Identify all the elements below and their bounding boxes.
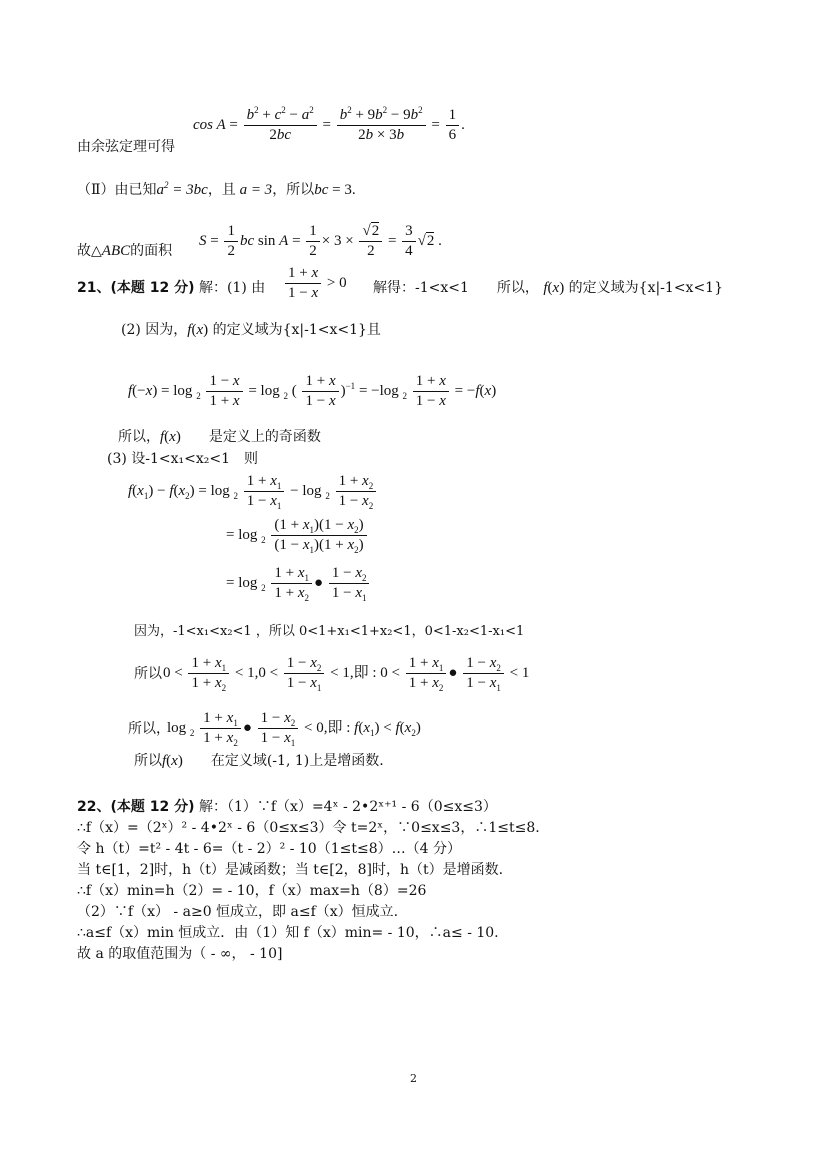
q21-part2-domain: 的定义域为{x|-1<x<1}且 [212,322,381,338]
formula-diff-1: $f(x_1) - f(x_2) = \log _2$ $\frac{1 + x_1}{1 - x_1}$ − log $_2$ $\frac{1 + x_2}{1 - x_2}$ [128,474,378,509]
q21-solve-text: 解得：-1<x<1 所以， [373,280,539,296]
q22-line7 [77,926,499,940]
q21-line1-end: 解得：-1<x<1 所以， f(x) 的定义域为{x|-1<x<1} [373,280,723,296]
q21-because-line [134,625,524,638]
text-area-prefix: 故△ [77,243,102,259]
q21-part2-text: (2) 因为， [121,322,188,338]
q21-so1-line [134,667,162,681]
q21-so2-line [128,722,170,736]
q22-heading: 22、(本题 12 分) [77,799,195,815]
q21-domain-text: 的定义域为{x|-1<x<1} [568,280,723,296]
text-area-suffix: 的面积 [130,243,173,259]
q21-inc-line: 所以f(x) 在定义域(-1, 1)上是增函数. [134,753,384,769]
q22-line6 [77,905,398,919]
q22-line4 [77,863,503,877]
q22-text-2: ∴f（x）=（2ˣ）² - 4•2ˣ - 6（0≤x≤3）令 t=2ˣ，∵0≤x≤3，∴1≤t≤8. [77,820,540,836]
q22-line3 [77,842,461,856]
q21-because-text: 因为，-1<x₁<x₂<1 ，所以 0<1+x₁<1+x₂<1，0<1-x₂<1-x₁<1 [134,624,525,639]
q21-part2-line: (2) 因为，f(x) 的定义域为{x|-1<x<1}且 [121,322,381,338]
formula-log-neg: log $_2$ $\frac{1 + x_1}{1 + x_2}$ ● $\frac{1 - x_2}{1 - x_1}$ < 0,即 : $f(x_1) < f(x_2)$ [167,710,421,748]
q22-text-7: ∴a≤f（x）min 恒成立．由（1）知 f（x）min= - 10，∴a≤ - 10. [77,925,499,941]
law-of-cosines-line [77,140,175,154]
formula-a-3: a = 3 [239,182,273,198]
formula-area: S = $\frac{1}{2}$ bc sin A = $\frac{1}{2}$ × 3 × $\frac{√2}{2}$ = $\frac{3}{4}$ √2 . [199,223,442,259]
text-law-of-cosines: 由余弦定理可得 [77,139,175,155]
formula-odd-function: f(−x) = log $_2$ $\frac{1 - x}{1 + x}$ = log $_2$ ( $\frac{1 + x}{1 - x}$ )$^{-1}$ = −log $_2$ $\frac{1 + x}{1 - x}$ = −f(x) [128,373,497,409]
fx-symbol: f [543,280,548,296]
q22-text-5: ∴f（x）min=h（2）= - 10，f（x）max=h（8）=26 [77,883,427,899]
formula-range: 0 < $\frac{1 + x_1}{1 + x_2}$ < 1,0 < $\frac{1 - x_2}{1 - x_1}$ < 1,即 : 0 < $\frac{1 + x_1}{1 + x_2}$ ● $\frac{1 - x_2}{1 - x_1}$ < 1 [163,655,530,693]
formula-q21-ineq: $\frac{1 + x}{1 - x}$ > 0 [283,266,347,301]
q21-so1-text: 所以 [134,666,162,682]
q21-odd-line: 所以，f(x) 是定义上的奇函数 [118,429,321,445]
formula-a2-3bc: $a^2 = 3bc$ [156,180,208,198]
q21-heading: 21、(本题 12 分) [77,280,195,296]
q22-text-1: 解：（1）∵f（x）=4ˣ - 2•2ˣ⁺¹ - 6（0≤x≤3） [198,799,497,815]
formula-diff-3: = log $_2$ $\frac{1 + x_1}{1 + x_2}$ ● $\frac{1 - x_2}{1 - x_1}$ [226,566,371,601]
q22-line8 [77,947,282,961]
q21-part3-text: (3) 设-1<x₁<x₂<1 则 [107,451,259,467]
page-number: 2 [410,1072,417,1085]
q21-part1-text: 解：(1) 由 [198,280,266,296]
q21-odd-prefix: 所以， [118,429,160,445]
q21-odd-suffix: 是定义上的奇函数 [208,429,321,445]
q22-line2 [77,821,540,835]
q21-part3-line [107,452,258,466]
part2-line [77,180,356,198]
text-and: ，且 [207,182,236,198]
q21-inc-prefix: 所以 [134,753,162,769]
formula-cosA: cos A = $\frac{b^2 + c^2 - a^2}{2bc}$ = $\frac{b^2 + 9b^2 - 9b^2}{2b \times 3b}$ = $\frac{1}{6}$ . [193,105,465,143]
area-line [77,244,172,259]
q22-text-3: 令 h（t）=t² - 4t - 6=（t - 2）² - 10（1≤t≤8）…（4 分） [77,841,461,857]
text-so: ，所以 [272,182,315,198]
text-part2: （Ⅱ）由已知 [77,182,157,198]
q22-text-4: 当 t∈[1，2]时，h（t）是减函数；当 t∈[2，8]时，h（t）是增函数. [77,862,504,878]
q22-text-6: （2）∵f（x） - a≥0 恒成立，即 a≤f（x）恒成立. [77,904,399,920]
q22-line5 [77,884,426,898]
q21-inc-suffix: 在定义域(-1, 1)上是增函数. [210,753,384,769]
formula-bc-3: bc = 3. [314,182,356,198]
q21-line1 [77,281,265,295]
q22-text-8: 故 a 的取值范围为（ - ∞， - 10] [77,946,283,962]
q21-so2-text: 所以， [128,721,170,737]
q22-line1 [77,800,497,814]
triangle-abc: ABC [101,243,131,259]
formula-diff-2: = log $_2$ $\frac{(1 + x_1)(1 - x_2)}{(1 - x_1)(1 + x_2)}$ [226,518,369,553]
